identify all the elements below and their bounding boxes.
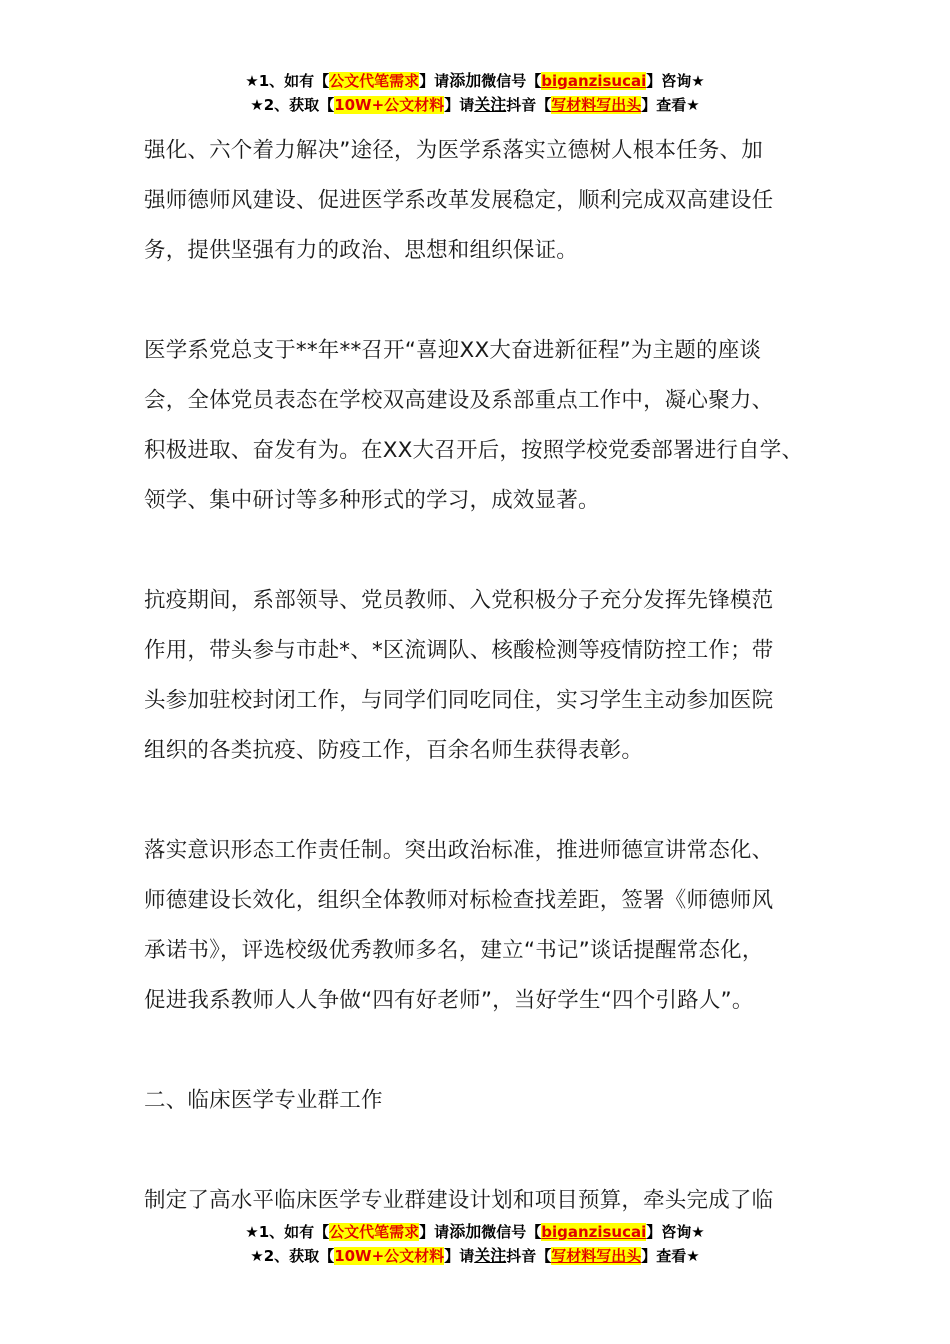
banner-text: ★2、获取【 <box>250 96 335 114</box>
banner-highlight: 10W+公文材料 <box>334 96 445 114</box>
banner-text: 】请 <box>419 72 450 90</box>
banner-text: 】请 <box>444 1247 475 1265</box>
heading-line: 二、临床医学专业群工作 <box>144 1088 383 1113</box>
banner-text: 微信号【 <box>481 72 542 90</box>
paragraph-gap <box>144 276 834 326</box>
banner-wechat-id[interactable]: biganzisucai <box>541 1223 647 1241</box>
paragraph-gap <box>144 1126 834 1176</box>
banner-highlight: 公文代笔需求 <box>329 1223 420 1241</box>
paragraph <box>144 326 834 526</box>
banner-highlight: 公文代笔需求 <box>329 72 420 90</box>
banner-douyin-id[interactable]: 写材料写出头 <box>551 96 642 114</box>
text-line: 制定了高水平临床医学专业群建设计划和项目预算，牵头完成了临 <box>144 1188 774 1213</box>
text-line: 会，全体党员表态在学校双高建设及系部重点工作中，凝心聚力、 <box>144 388 774 413</box>
banner-emphasis: 添加 <box>449 1222 482 1241</box>
footer-banner <box>0 1220 950 1268</box>
text-line: 医学系党总支于**年**召开“喜迎XX大奋进新征程”为主题的座谈 <box>144 338 762 363</box>
banner-text: 】请 <box>444 96 475 114</box>
text-line: 头参加驻校封闭工作，与同学们同吃同住，实习学生主动参加医院 <box>144 688 774 713</box>
banner-emphasis: 关注 <box>474 95 507 114</box>
banner-text: 】咨询★ <box>646 72 705 90</box>
header-banner <box>0 69 950 117</box>
text-line: 强化、六个着力解决”途径，为医学系落实立德树人根本任务、加 <box>144 138 763 163</box>
section-heading <box>144 1076 834 1126</box>
text-line: 承诺书》，评选校级优秀教师多名，建立“书记”谈话提醒常态化， <box>144 938 764 963</box>
banner-text: 】查看★ <box>641 96 700 114</box>
banner-text: 】咨询★ <box>646 1223 705 1241</box>
banner-text: 】请 <box>419 1223 450 1241</box>
paragraph <box>144 826 834 1026</box>
paragraph-gap <box>144 1026 834 1076</box>
banner-emphasis: 添加 <box>449 71 482 90</box>
banner-text: 抖音【 <box>506 1247 552 1265</box>
banner-line-1 <box>0 1220 950 1244</box>
banner-line-2 <box>0 1244 950 1268</box>
banner-highlight: 10W+公文材料 <box>334 1247 445 1265</box>
text-line: 积极进取、奋发有为。在XX大召开后，按照学校党委部署进行自学、 <box>144 438 804 463</box>
text-line: 组织的各类抗疫、防疫工作，百余名师生获得表彰。 <box>144 738 644 763</box>
banner-text: 】查看★ <box>641 1247 700 1265</box>
banner-douyin-id[interactable]: 写材料写出头 <box>551 1247 642 1265</box>
text-line: 落实意识形态工作责任制。突出政治标准，推进师德宣讲常态化、 <box>144 838 774 863</box>
text-line: 领学、集中研讨等多种形式的学习，成效显著。 <box>144 488 600 513</box>
banner-text: ★2、获取【 <box>250 1247 335 1265</box>
banner-line-1 <box>0 69 950 93</box>
banner-text: 微信号【 <box>481 1223 542 1241</box>
text-line: 作用，带头参与市赴*、*区流调队、核酸检测等疫情防控工作；带 <box>144 638 774 663</box>
text-line: 务，提供坚强有力的政治、思想和组织保证。 <box>144 238 579 263</box>
paragraph <box>144 126 834 276</box>
text-line: 促进我系教师人人争做“四有好老师”，当好学生“四个引路人”。 <box>144 988 754 1013</box>
banner-emphasis: 关注 <box>474 1246 507 1265</box>
banner-line-2 <box>0 93 950 117</box>
paragraph-gap <box>144 776 834 826</box>
text-line: 抗疫期间，系部领导、党员教师、入党积极分子充分发挥先锋模范 <box>144 588 774 613</box>
banner-wechat-id[interactable]: biganzisucai <box>541 72 647 90</box>
banner-text: 抖音【 <box>506 96 552 114</box>
banner-text: ★1、如有【 <box>245 72 330 90</box>
paragraph <box>144 576 834 776</box>
text-line: 强师德师风建设、促进医学系改革发展稳定，顺利完成双高建设任 <box>144 188 774 213</box>
paragraph <box>144 1176 834 1226</box>
banner-text: ★1、如有【 <box>245 1223 330 1241</box>
paragraph-gap <box>144 526 834 576</box>
document-body <box>144 126 834 1226</box>
text-line: 师德建设长效化，组织全体教师对标检查找差距，签署《师德师风 <box>144 888 774 913</box>
